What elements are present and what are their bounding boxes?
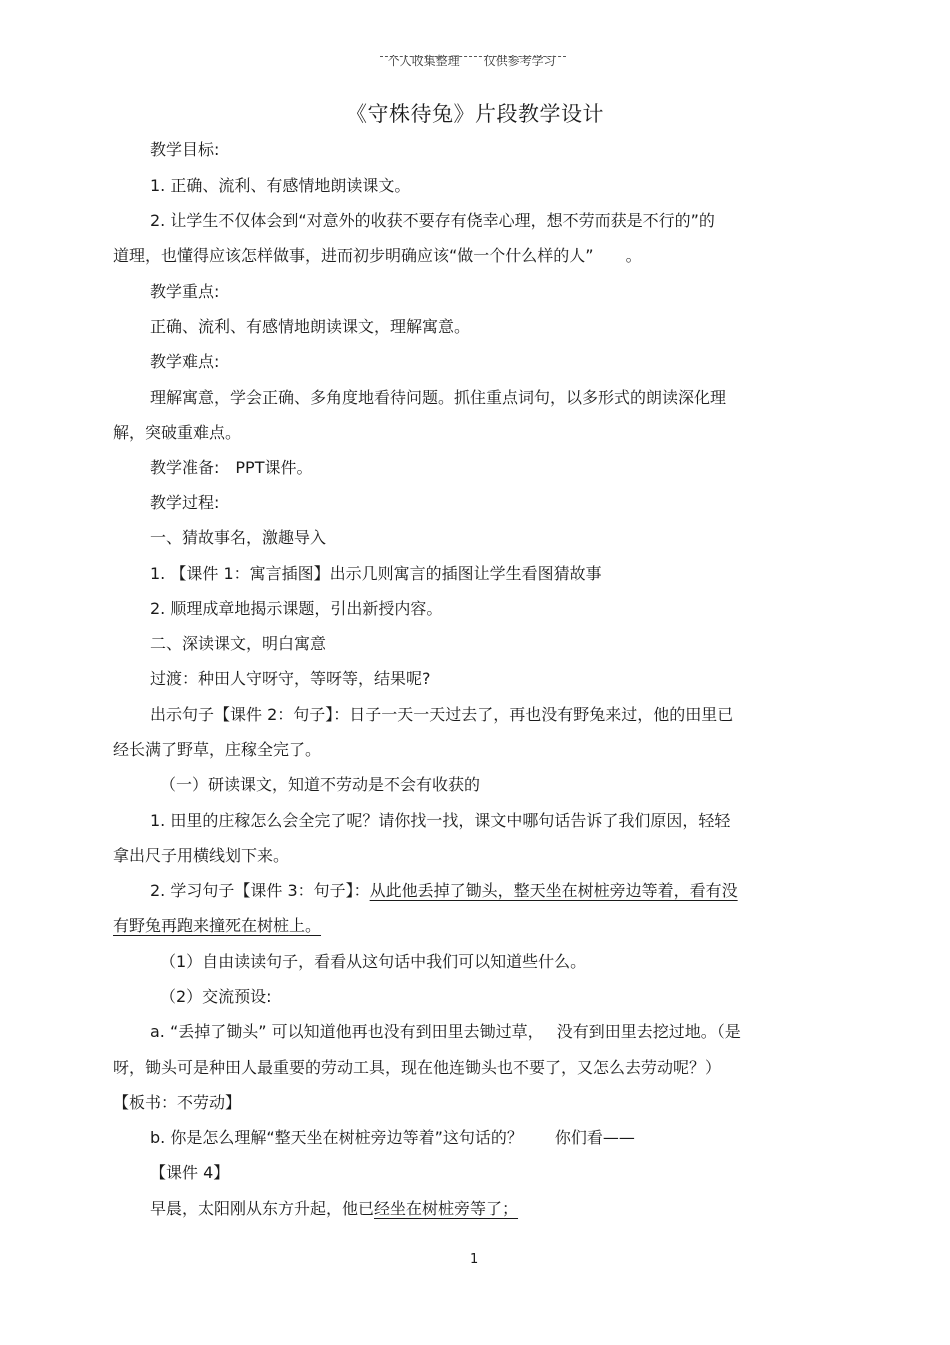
section-heading-preparation: 教学准备: PPT课件。 (150, 458, 313, 477)
page-header (380, 38, 580, 69)
paragraph-line: 呀，锄头可是种田人最重要的劳动工具，现在他连锄头也不要了，又怎么去劳动呢？） (113, 1058, 722, 1077)
page-number: 1 (470, 1252, 479, 1267)
paragraph-line: 解，突破重难点。 (113, 423, 242, 442)
paragraph-line: b. 你是怎么理解“整天坐在树桩旁边等着”这句话的？ 你们看—— (150, 1128, 635, 1147)
paragraph-line: 出示句子【课件 2：句子】：日子一天一天过去了，再也没有野兔来过，他的田里已 (150, 705, 734, 724)
paragraph-line: 过渡：种田人守呀守，等呀等，结果呢? (150, 669, 431, 688)
document-title: 《守株待兔》片段教学设计 (346, 102, 604, 126)
header-left-text: 个人收集整理 (387, 54, 460, 68)
paragraph-line: （1）自由读读句子，看看从这句话中我们可以知道些什么。 (160, 952, 587, 971)
underlined-sentence: 经坐在树桩旁等了； (374, 1199, 519, 1218)
paragraph-line: （一）研读课文，知道不劳动是不会有收获的 (160, 775, 481, 794)
header-right-text: 仅供参考学习 (483, 54, 556, 68)
paragraph-line: 2. 让学生不仅体会到“对意外的收获不要存有侥幸心理，想不劳而获是不行的”的 (150, 211, 715, 230)
section-heading-goals: 教学目标: (150, 140, 220, 159)
underlined-sentence: 从此他丢掉了锄头，整天坐在树桩旁边等着，看有没 (369, 881, 738, 900)
paragraph-line: 拿出尺子用横线划下来。 (113, 846, 290, 865)
paragraph-line (150, 1199, 518, 1219)
section-heading-difficulties: 教学难点: (150, 352, 220, 371)
paragraph-line: 理解寓意，学会正确、多角度地看待问题。抓住重点词句，以多形式的朗读深化理 (150, 388, 727, 407)
paragraph-line: a. “丢掉了锄头” 可以知道他再也没有到田里去锄过草， 没有到田里去挖过地。（是 (150, 1022, 741, 1041)
paragraph-line: 经长满了野草，庄稼全完了。 (113, 740, 322, 759)
paragraph-line: 1. 【课件 1：寓言插图】出示几则寓言的插图让学生看图猜故事 (150, 564, 602, 583)
section-heading-key-points: 教学重点: (150, 282, 220, 301)
sentence-text: 早晨，太阳刚从东方升起，他已 (150, 1199, 375, 1218)
paragraph-line: 1. 正确、流利、有感情地朗读课文。 (150, 176, 411, 195)
section-heading-process: 教学过程: (150, 493, 220, 512)
paragraph-line: （2）交流预设: (160, 987, 272, 1006)
underlined-sentence: 有野兔再跑来撞死在树桩上。 (113, 916, 322, 935)
header-divider (380, 56, 566, 57)
paragraph-line (150, 881, 738, 901)
board-note: 【板书：不劳动】 (113, 1093, 242, 1112)
courseware-label: 【课件 4】 (150, 1163, 230, 1182)
paragraph-line: 道理，也懂得应该怎样做事，进而初步明确应该“做一个什么样的人” 。 (113, 246, 642, 265)
paragraph-line: 一、猜故事名，激趣导入 (150, 528, 327, 547)
lesson-step-label: 2. 学习句子【课件 3：句子】： (150, 881, 370, 900)
paragraph-line: 2. 顺理成章地揭示课题，引出新授内容。 (150, 599, 443, 618)
paragraph-line: 正确、流利、有感情地朗读课文，理解寓意。 (150, 317, 471, 336)
paragraph-line: 二、深读课文，明白寓意 (150, 634, 327, 653)
paragraph-line: 1. 田里的庄稼怎么会全完了呢？请你找一找，课文中哪句话告诉了我们原因，轻轻 (150, 811, 731, 830)
